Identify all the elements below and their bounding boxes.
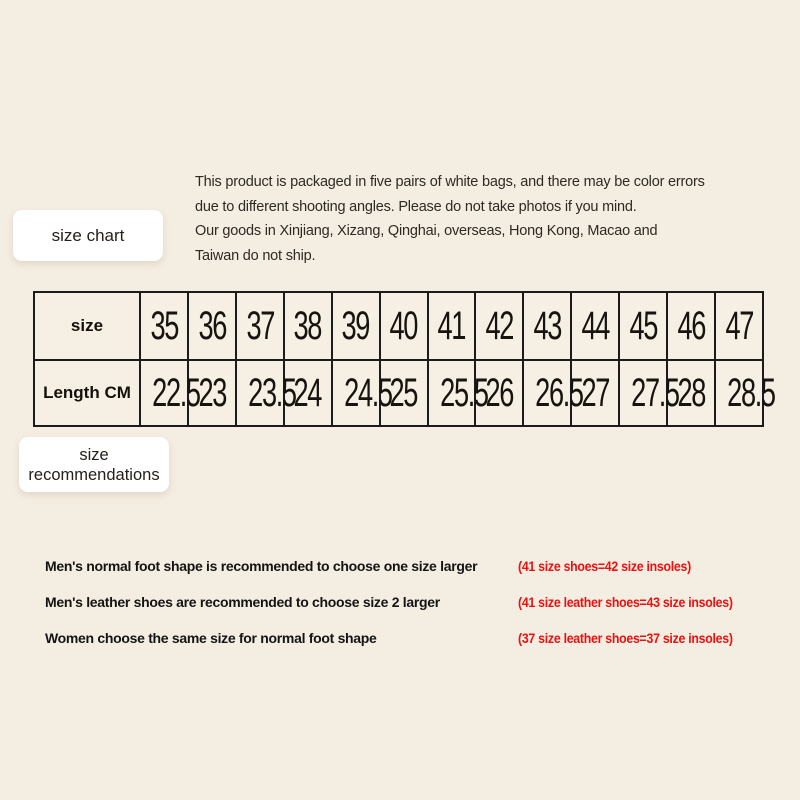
- size-table: [33, 291, 775, 427]
- length-cell: 24.5: [332, 360, 380, 426]
- recommendation-text: Men's leather shoes are recommended to choose size 2 larger: [45, 594, 440, 610]
- shipping-notice-line: due to different shooting angles. Please do not take photos if you mind.: [195, 198, 637, 215]
- length-cell: 25.5: [428, 360, 476, 426]
- size-cell: 45: [619, 292, 667, 360]
- shipping-notice-line: Our goods in Xinjiang, Xizang, Qinghai, overseas, Hong Kong, Macao and: [195, 223, 658, 240]
- length-cell: 27: [571, 360, 619, 426]
- length-cell: 28.5: [715, 360, 763, 426]
- length-cell: 27.5: [619, 360, 667, 426]
- recommendation-text: Women choose the same size for normal foot shape: [45, 630, 377, 646]
- length-cell: 28: [667, 360, 715, 426]
- shipping-notice-line: Taiwan do not ship.: [195, 247, 316, 264]
- recommendation-row: [45, 630, 733, 650]
- recommendation-note: (41 size leather shoes=43 size insoles): [518, 594, 733, 610]
- shipping-notice: [195, 170, 705, 268]
- recommendation-row: [45, 594, 733, 614]
- size-cell: 40: [380, 292, 428, 360]
- length-cell: 26.5: [523, 360, 571, 426]
- recommendation-note: (37 size leather shoes=37 size insoles): [518, 630, 733, 646]
- length-cell: 22.5: [140, 360, 188, 426]
- size-cell: 39: [332, 292, 380, 360]
- size-cell: 44: [571, 292, 619, 360]
- shipping-notice-line: This product is packaged in five pairs of white bags, and there may be color errors: [195, 174, 705, 190]
- size-cell: 41: [428, 292, 476, 360]
- size-row: [34, 292, 763, 360]
- length-cell: 24: [284, 360, 332, 426]
- size-cell: 42: [475, 292, 523, 360]
- size-recommendations-label-line1: size: [79, 445, 109, 464]
- recommendation-list: [45, 558, 775, 658]
- size-cell: 38: [284, 292, 332, 360]
- length-cell: 23.5: [236, 360, 284, 426]
- length-cell: 25: [380, 360, 428, 426]
- recommendation-row: [45, 558, 691, 578]
- length-cell: 26: [475, 360, 523, 426]
- length-row-header: Length CM: [34, 360, 140, 426]
- size-chart-label-text: size chart: [51, 225, 125, 245]
- size-recommendations-label-line2: recommendations: [28, 465, 160, 484]
- length-row: [34, 360, 763, 426]
- size-cell: 47: [715, 292, 763, 360]
- size-row-header: size: [34, 292, 140, 360]
- size-cell: 37: [236, 292, 284, 360]
- size-cell: 43: [523, 292, 571, 360]
- size-cell: 46: [667, 292, 715, 360]
- size-recommendations-label: [19, 437, 169, 492]
- size-cell: 35: [140, 292, 188, 360]
- length-cell: 23: [188, 360, 236, 426]
- size-cell: 36: [188, 292, 236, 360]
- recommendation-text: Men's normal foot shape is recommended to choose one size larger: [45, 558, 478, 574]
- size-chart-label: [13, 210, 163, 261]
- recommendation-note: (41 size shoes=42 size insoles): [518, 558, 691, 574]
